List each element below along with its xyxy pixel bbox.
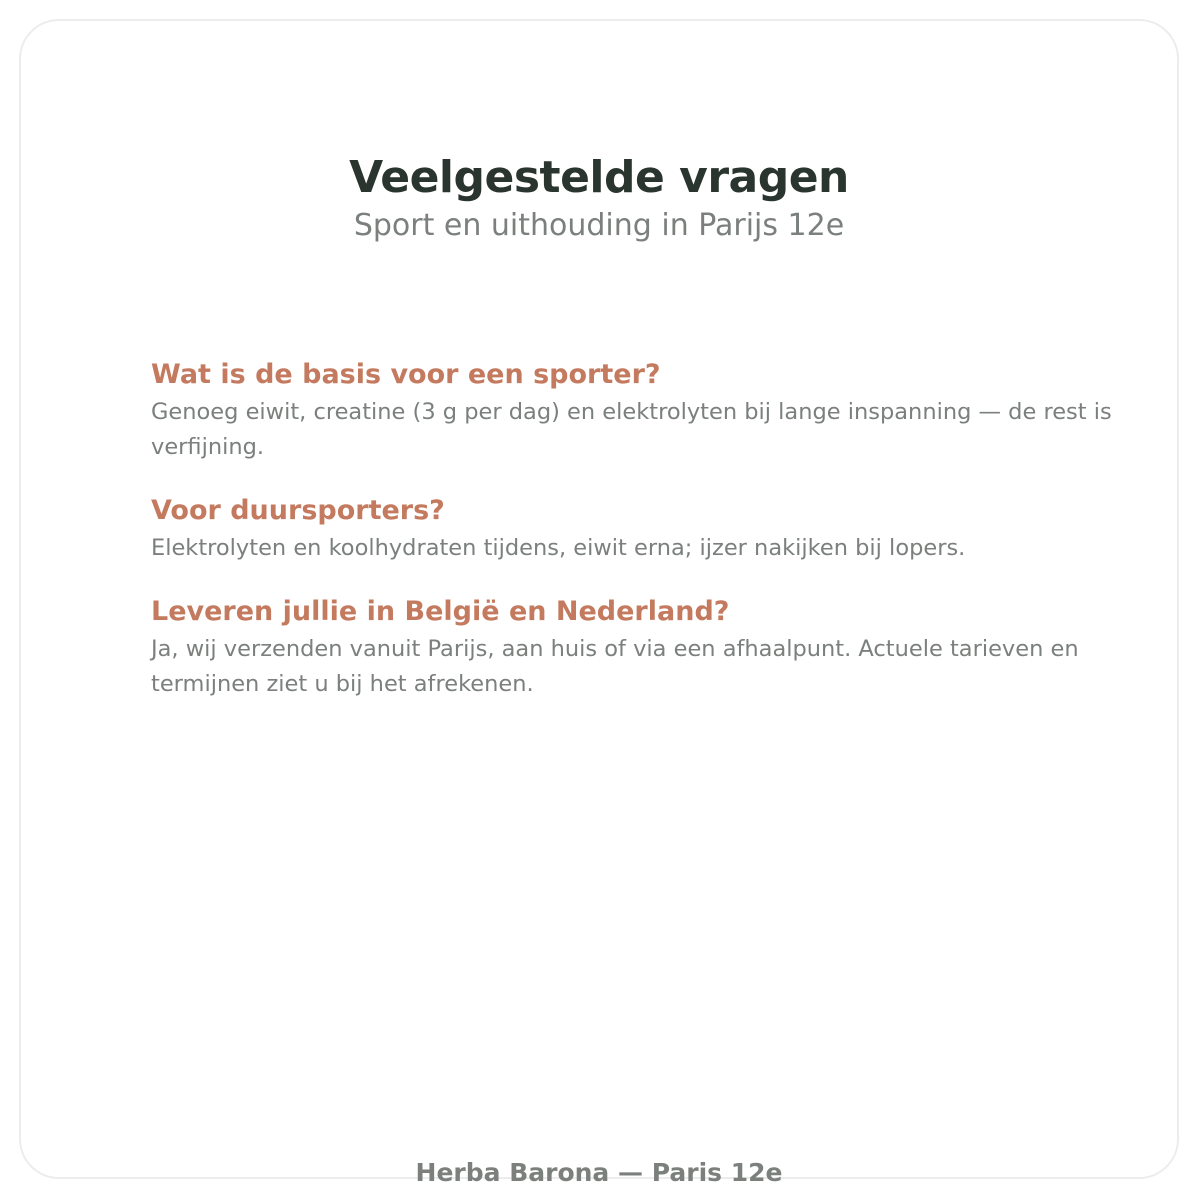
faq-answer: Elektrolyten en koolhydraten tijdens, eiwit erna; ijzer nakijken bij lopers. bbox=[151, 535, 966, 561]
footer-brand: Herba Barona — Paris 12e bbox=[415, 1158, 783, 1187]
faq-answer: Genoeg eiwit, creatine (3 g per dag) en elektrolyten bij lange inspanning — de rest is verfijning. bbox=[151, 399, 1112, 460]
faq-list bbox=[151, 355, 1131, 728]
faq-card bbox=[19, 19, 1179, 1187]
faq-item bbox=[151, 592, 1131, 702]
page-subtitle: Sport en uithouding in Parijs 12e bbox=[353, 208, 845, 243]
faq-question: Voor duursporters? bbox=[151, 495, 445, 526]
faq-item bbox=[151, 491, 1131, 566]
faq-question: Wat is de basis voor een sporter? bbox=[151, 359, 661, 390]
faq-answer: Ja, wij verzenden vanuit Parijs, aan huis of via een afhaalpunt. Actuele tarieven en termijnen ziet u bij het afrekenen. bbox=[151, 636, 1079, 697]
faq-item bbox=[151, 355, 1131, 465]
page-title: Veelgestelde vragen bbox=[349, 152, 849, 204]
faq-question: Leveren jullie in België en Nederland? bbox=[151, 596, 730, 627]
